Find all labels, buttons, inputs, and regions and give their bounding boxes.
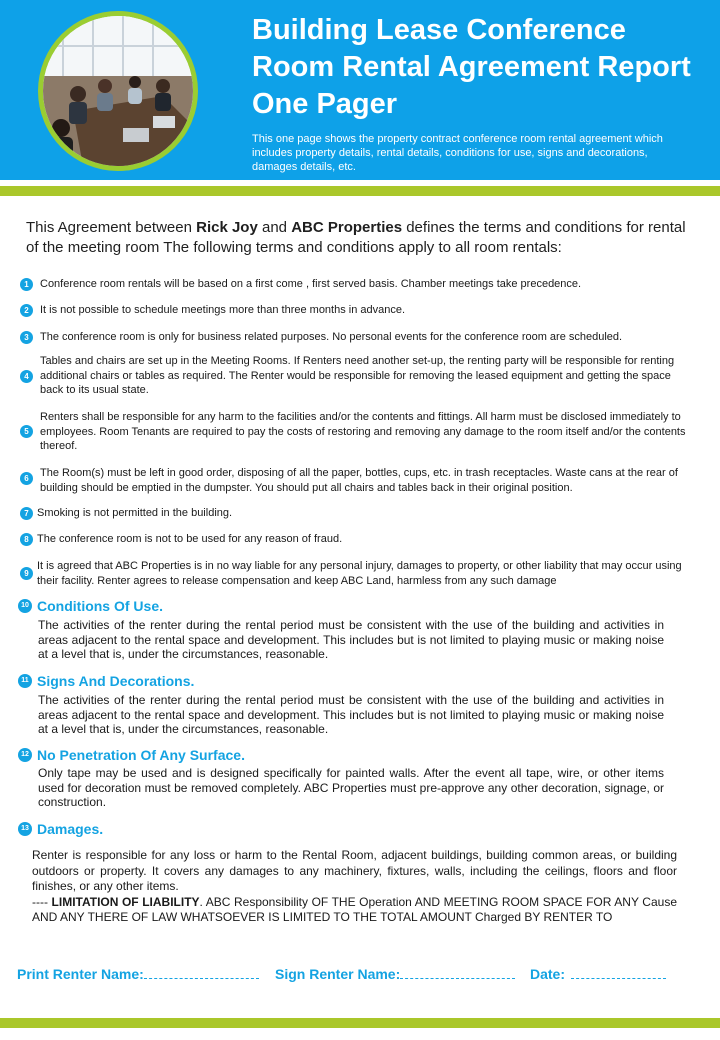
intro-text: This Agreement between xyxy=(26,219,197,236)
rule-text: The conference room is not to be used for any reason of fraud. xyxy=(37,533,343,545)
rule-number-badge: 5 xyxy=(20,425,33,438)
sign-renter-name-field[interactable] xyxy=(275,966,515,982)
section-number-badge: 10 xyxy=(18,599,32,613)
rule-text: It is not possible to schedule meetings more than three months in advance. xyxy=(40,304,406,316)
rule-number-badge: 3 xyxy=(20,331,33,344)
section-title: Conditions Of Use. xyxy=(37,598,163,614)
limitation-prefix: ---- xyxy=(32,894,52,909)
rule-number-badge: 6 xyxy=(20,472,33,485)
intro-paragraph xyxy=(26,218,696,258)
limitation-text: . ABC Responsibility OF THE Operation AND MEETING ROOM SPACE FOR ANY Cause AND ANY THERE OF LAW WHATSOEVER IS LIMITED TO THE TOTAL AMOUNT Charged BY RENTER TO xyxy=(32,894,677,924)
rule-number-badge: 2 xyxy=(20,304,33,317)
section-heading xyxy=(0,598,720,616)
intro-text: and xyxy=(257,219,292,236)
rule-text: Tables and chairs are set up in the Meeting Rooms. If Renters need another set-up, the renting party will be responsible for renting additional chairs or tables as required. The Renter would be responsible for removing the leased equipment and getting the space back to its usual state. xyxy=(40,355,675,396)
section-body: Only tape may be used and is designed specifically for painted walls. After the event all tape, wire, or other items used for decoration must be removed completely. ABC Properties must pre-approve any other decoration, signage, or construction. xyxy=(38,766,664,809)
page-title: Building Lease Conference Room Rental Agreement Report One Pager xyxy=(252,14,691,120)
print-renter-name-field[interactable] xyxy=(17,966,259,982)
rule-number-badge: 8 xyxy=(20,533,33,546)
section-title: Damages. xyxy=(37,821,104,837)
section-heading xyxy=(0,747,720,765)
rule-number-badge: 1 xyxy=(20,278,33,291)
rule-number-badge: 7 xyxy=(20,507,33,520)
sign-renter-name-label: Sign Renter Name: xyxy=(275,966,401,982)
bottom-divider xyxy=(0,1018,720,1028)
section-body: The activities of the renter during the rental period must be consistent with the use of the building and activities in areas adjacent to the rental space and development. This includes but is not limited to playing music or making noise at a level that is, under the circumstances, reasonable. xyxy=(38,693,664,736)
section-number-badge: 11 xyxy=(18,674,32,688)
section-heading xyxy=(0,821,720,839)
rule-text: It is agreed that ABC Properties is in no way liable for any personal injury, damages to property, or other liability that may occur using their facility. Renter agrees to release compensation and keep ABC Land, harmless from any such damage xyxy=(37,560,682,587)
conference-photo xyxy=(43,16,193,166)
rule-text: Renters shall be responsible for any harm to the facilities and/or the contents and fittings. All harm must be disclosed immediately to employees. Room Tenants are required to pay the costs of restoring and removing any damage to the room itself and/or the contents thereof. xyxy=(40,411,686,452)
party-owner: ABC Properties xyxy=(291,219,403,236)
intro-text: defines the terms and conditions for rental of the meeting room The following terms and conditions apply to all room rentals: xyxy=(26,219,686,256)
page-subtitle: This one page shows the property contract conference room rental agreement which includes property details, rental details, conditions for use, signs and decorations, damages details, etc. xyxy=(252,133,663,173)
limitation-paragraph xyxy=(32,895,677,926)
rule-number-badge: 9 xyxy=(20,567,33,580)
limitation-label: LIMITATION OF LIABILITY xyxy=(51,894,200,909)
sign-renter-name-line[interactable] xyxy=(400,967,515,979)
header-banner xyxy=(0,0,720,180)
date-label: Date: xyxy=(530,966,566,982)
rule-text: Conference room rentals will be based on a first come , first served basis. Chamber meetings take precedence. xyxy=(40,278,582,290)
rule-text: The conference room is only for business related purposes. No personal events for the conference room are scheduled. xyxy=(40,331,623,343)
photo-frame xyxy=(38,11,198,171)
rule-number-badge: 4 xyxy=(20,370,33,383)
print-renter-name-line[interactable] xyxy=(144,967,259,979)
damages-paragraph: Renter is responsible for any loss or harm to the Rental Room, adjacent buildings, building common areas, or building outdoors or property. It covers any damages to any machinery, fixtures, walls, including the ceilings, floors and floor finishes, or any other items. xyxy=(32,848,677,893)
print-renter-name-label: Print Renter Name: xyxy=(17,966,144,982)
party-renter: Rick Joy xyxy=(196,219,258,236)
section-title: No Penetration Of Any Surface. xyxy=(37,747,245,763)
date-field[interactable] xyxy=(530,966,666,982)
damages-body xyxy=(32,848,677,926)
section-number-badge: 12 xyxy=(18,748,32,762)
rule-text: Smoking is not permitted in the building. xyxy=(37,507,233,519)
date-line[interactable] xyxy=(571,967,666,979)
rule-text: The Room(s) must be left in good order, disposing of all the paper, bottles, cups, etc. in trash receptacles. Waste cans at the rear of building should be emptied in the dumpster. You should put all chairs and tables back in their original position. xyxy=(40,467,678,494)
top-divider xyxy=(0,186,720,196)
section-number-badge: 13 xyxy=(18,822,32,836)
section-heading xyxy=(0,673,720,691)
section-body: The activities of the renter during the rental period must be consistent with the use of the building and activities in areas adjacent to the rental space and development. This includes but is not limited to playing music or making noise at a level that is, under the circumstances, reasonable. xyxy=(38,618,664,661)
section-title: Signs And Decorations. xyxy=(37,673,195,689)
